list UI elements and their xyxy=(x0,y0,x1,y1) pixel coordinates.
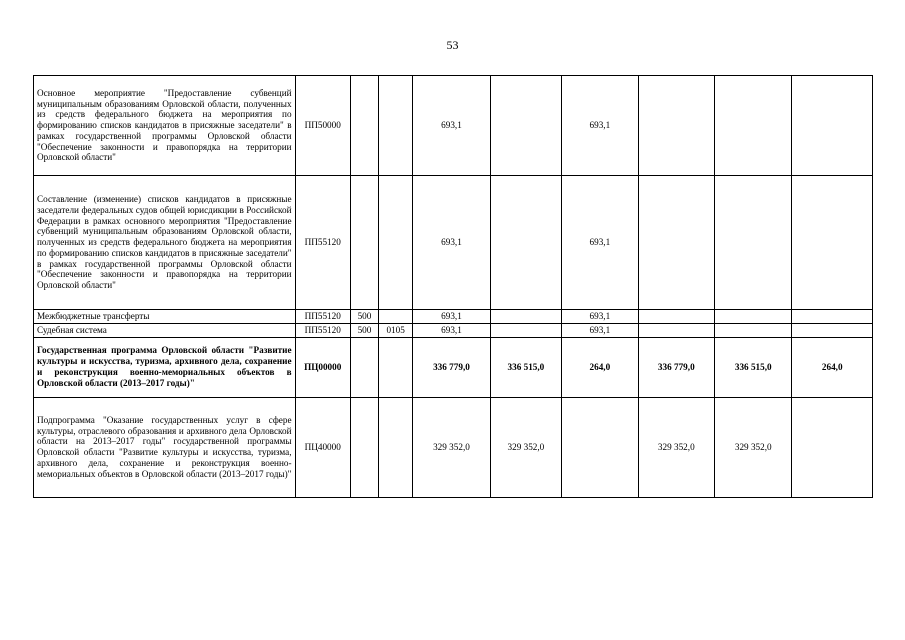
section-code xyxy=(379,397,413,497)
amount-cell: 693,1 xyxy=(562,176,638,310)
amount-cell xyxy=(638,323,714,337)
budget-table xyxy=(33,75,873,498)
amount-cell: 693,1 xyxy=(413,176,490,310)
amount-cell: 693,1 xyxy=(562,310,638,324)
amount-cell xyxy=(490,310,561,324)
amount-cell xyxy=(792,397,873,497)
amount-cell xyxy=(562,397,638,497)
amount-cell xyxy=(792,310,873,324)
expense-type-code xyxy=(350,337,378,397)
table-row xyxy=(34,337,873,397)
amount-cell xyxy=(792,323,873,337)
target-article-code: ПЦ00000 xyxy=(295,337,350,397)
amount-cell: 693,1 xyxy=(562,76,638,176)
amount-cell: 693,1 xyxy=(562,323,638,337)
table-row xyxy=(34,76,873,176)
section-code xyxy=(379,310,413,324)
amount-cell xyxy=(715,76,792,176)
amount-cell: 336 515,0 xyxy=(715,337,792,397)
table-row xyxy=(34,323,873,337)
row-name: Межбюджетные трансферты xyxy=(34,310,296,324)
amount-cell: 329 352,0 xyxy=(715,397,792,497)
row-name: Основное мероприятие "Предоставление субвенций муниципальным образованиям Орловской области, полученных из средств федерального бюджета на мероприятия по формированию списков кандидатов в присяжные заседатели" в рамках государственной программы Орловской области "Обеспечение законности и правопорядка на территории Орловской области" xyxy=(34,76,296,176)
section-code xyxy=(379,176,413,310)
amount-cell xyxy=(715,176,792,310)
amount-cell: 693,1 xyxy=(413,323,490,337)
target-article-code: ПП55120 xyxy=(295,176,350,310)
amount-cell xyxy=(490,176,561,310)
amount-cell xyxy=(638,310,714,324)
table-row xyxy=(34,397,873,497)
expense-type-code xyxy=(350,176,378,310)
row-name: Подпрограмма "Оказание государственных услуг в сфере культуры, отраслевого образования и архивного дела Орловской области на 2013–2017 годы" государственной программы Орловской области "Развитие культуры и искусства, туризма, архивного дела, сохранение и реконструкция военно-мемориальных объектов в Орловской области (2013–2017 годы)" xyxy=(34,397,296,497)
target-article-code: ПЦ40000 xyxy=(295,397,350,497)
amount-cell xyxy=(490,76,561,176)
amount-cell: 264,0 xyxy=(792,337,873,397)
amount-cell: 693,1 xyxy=(413,310,490,324)
amount-cell xyxy=(792,76,873,176)
amount-cell xyxy=(792,176,873,310)
amount-cell: 329 352,0 xyxy=(638,397,714,497)
amount-cell: 336 779,0 xyxy=(638,337,714,397)
table-row xyxy=(34,310,873,324)
amount-cell: 264,0 xyxy=(562,337,638,397)
amount-cell xyxy=(638,176,714,310)
amount-cell xyxy=(715,310,792,324)
row-name: Составление (изменение) списков кандидатов в присяжные заседатели федеральных судов общей юрисдикции в Российской Федерации в рамках основного мероприятия "Предоставление субвенций муниципальным образованиям Орловской области, полученных из средств федерального бюджета на мероприятия по формированию списков кандидатов в присяжные заседатели" в рамках государственной программы Орловской области "Обеспечение законности и правопорядка на территории Орловской области" xyxy=(34,176,296,310)
expense-type-code xyxy=(350,397,378,497)
target-article-code: ПП55120 xyxy=(295,310,350,324)
target-article-code: ПП55120 xyxy=(295,323,350,337)
row-name: Судебная система xyxy=(34,323,296,337)
amount-cell: 329 352,0 xyxy=(490,397,561,497)
target-article-code: ПП50000 xyxy=(295,76,350,176)
section-code: 0105 xyxy=(379,323,413,337)
amount-cell: 336 779,0 xyxy=(413,337,490,397)
section-code xyxy=(379,76,413,176)
amount-cell: 329 352,0 xyxy=(413,397,490,497)
expense-type-code: 500 xyxy=(350,310,378,324)
page-number: 53 xyxy=(446,38,459,52)
row-name: Государственная программа Орловской области "Развитие культуры и искусства, туризма, архивного дела, сохранение и реконструкция военно-мемориальных объектов в Орловской области (2013–2017 годы)" xyxy=(34,337,296,397)
table-row xyxy=(34,176,873,310)
amount-cell xyxy=(715,323,792,337)
amount-cell xyxy=(638,76,714,176)
amount-cell: 693,1 xyxy=(413,76,490,176)
section-code xyxy=(379,337,413,397)
expense-type-code xyxy=(350,76,378,176)
amount-cell: 336 515,0 xyxy=(490,337,561,397)
amount-cell xyxy=(490,323,561,337)
expense-type-code: 500 xyxy=(350,323,378,337)
